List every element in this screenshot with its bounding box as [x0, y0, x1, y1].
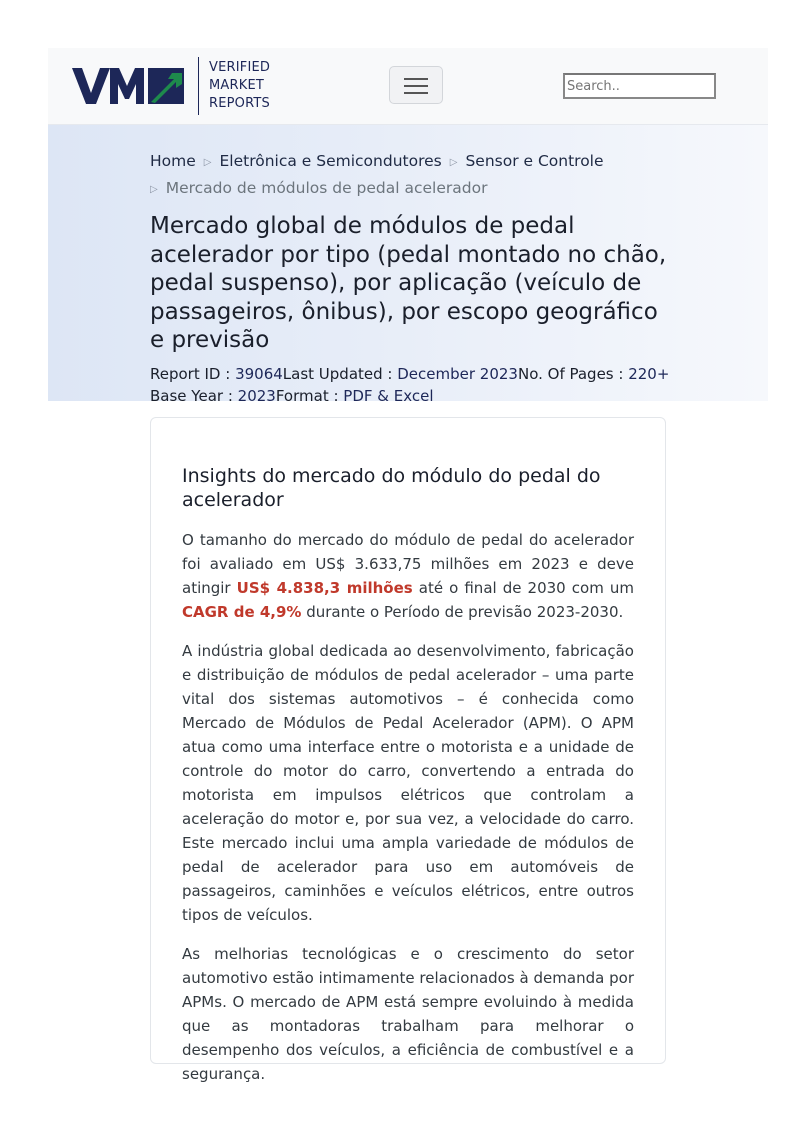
chevron-right-icon: ▷ — [449, 157, 458, 168]
page-frame — [48, 48, 768, 405]
cagr-highlight: CAGR de 4,9% — [182, 603, 302, 621]
last-updated-label: Last Updated : — [282, 364, 398, 383]
market-size-highlight: US$ 4.838,3 milhões — [236, 579, 413, 597]
page-title: Mercado global de módulos de pedal acelerador por tipo (pedal montado no chão, pedal suspenso), por aplicação (veículo de passageiros, ônibus), por escopo geográfico e previsão — [150, 213, 667, 353]
site-logo[interactable] — [72, 56, 270, 116]
insights-heading: Insights do mercado do módulo do pedal do acelerador — [182, 465, 601, 511]
hamburger-icon-bar — [404, 92, 428, 94]
logo-line-2: MARKET — [209, 78, 265, 93]
logo-line-1: VERIFIED — [209, 60, 271, 75]
menu-toggle-button[interactable] — [389, 66, 443, 104]
vmr-logo-icon — [72, 66, 184, 106]
report-meta — [150, 363, 670, 407]
base-year-label: Base Year : — [150, 386, 238, 405]
p1-text-a: O tamanho do mercado do módulo de pedal do acelerador foi avaliado em US$ 3.633,75 milhões em 2023 e deve atingir — [182, 531, 634, 597]
breadcrumb-current: Mercado de módulos de pedal acelerador — [165, 179, 488, 197]
hamburger-icon-bar — [404, 85, 428, 87]
insights-card — [150, 417, 666, 1083]
chevron-right-icon: ▷ — [203, 157, 212, 168]
hamburger-icon — [404, 78, 428, 80]
base-year: 2023 — [237, 386, 276, 405]
report-header — [48, 125, 768, 405]
navbar — [48, 48, 768, 125]
breadcrumb — [150, 149, 670, 203]
pages-count: 220+ — [628, 364, 670, 383]
insights-paragraph-1 — [182, 528, 634, 624]
format-label: Format : — [275, 386, 344, 405]
insights-paragraph-3: As melhorias tecnológicas e o crescimento do setor automotivo estão intimamente relacionados à demanda por APMs. O mercado de APM está sempre evoluindo à medida que as montadoras trabalham para melhorar o desempenho dos veículos, a eficiência de combustível e a segurança. — [182, 945, 634, 1083]
p1-text-c: durante o Período de previsão 2023-2030. — [301, 603, 624, 621]
logo-line-3: REPORTS — [209, 96, 270, 111]
logo-divider — [198, 57, 199, 115]
breadcrumb-category[interactable]: Eletrônica e Semicondutores — [219, 152, 442, 170]
breadcrumb-home[interactable]: Home — [150, 152, 196, 170]
logo-wordmark — [209, 59, 270, 113]
report-id-label: Report ID : — [150, 364, 236, 383]
report-format: PDF & Excel — [343, 386, 434, 405]
insights-paragraph-2: A indústria global dedicada ao desenvolvimento, fabricação e distribuição de módulos de pedal acelerador – uma parte vital dos sistemas automotivos – é conhecida como Mercado de Módulos de Pedal Acelerador (APM). O APM atua como uma interface entre o motorista e a unidade de controle do motor do carro, convertendo a entrada do motorista em impulsos elétricos que controlam a aceleração do motor e, por sua vez, a velocidade do carro. Este mercado inclui uma ampla variedade de módulos de pedal de acelerador para uso em automóveis de passageiros, caminhões e veículos elétricos, entre outros tipos de veículos. — [182, 642, 634, 924]
last-updated: December 2023 — [397, 364, 518, 383]
chevron-right-icon: ▷ — [150, 184, 158, 195]
p1-text-b: até o final de 2030 com um — [412, 579, 634, 597]
pages-label: No. Of Pages : — [517, 364, 629, 383]
breadcrumb-subcategory[interactable]: Sensor e Controle — [465, 152, 604, 170]
search-input[interactable] — [563, 73, 716, 99]
report-id: 39064 — [235, 364, 283, 383]
